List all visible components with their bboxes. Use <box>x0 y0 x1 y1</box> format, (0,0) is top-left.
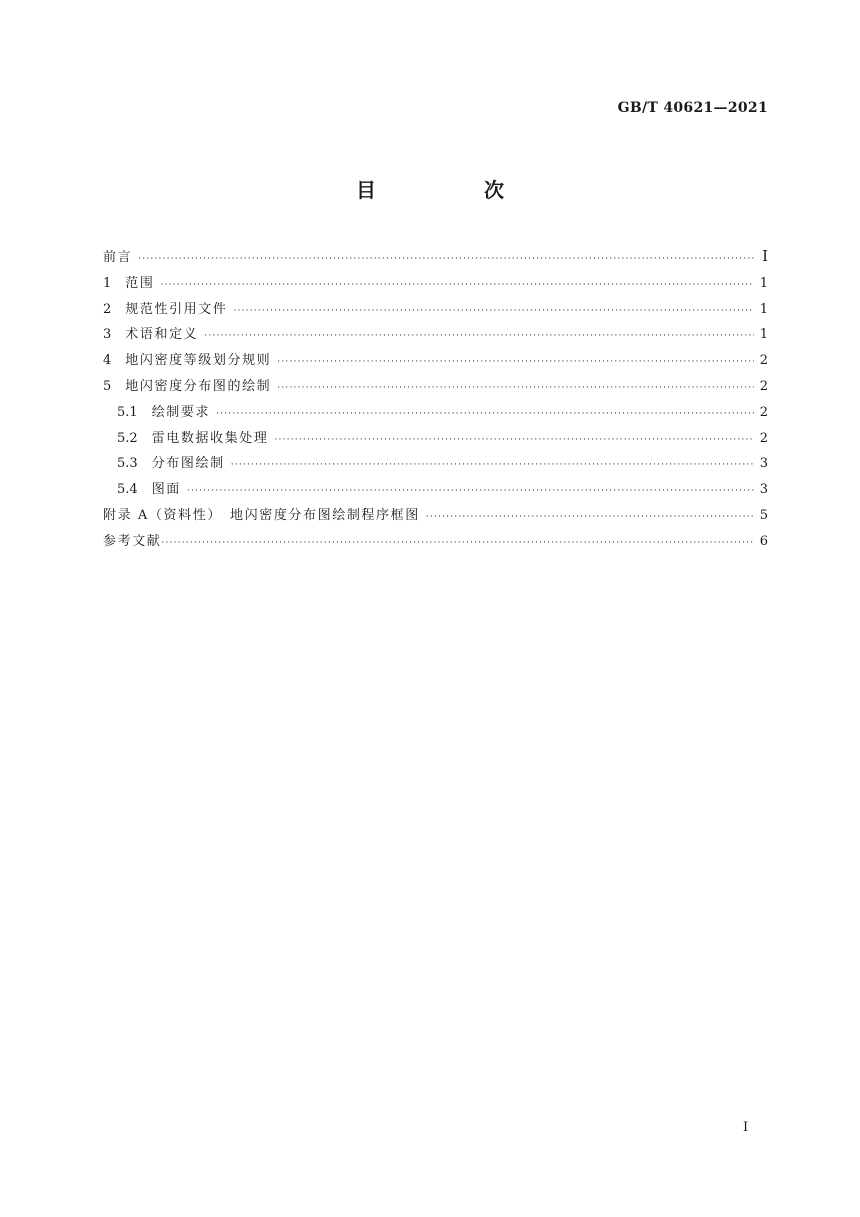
toc-entry-page: 6 <box>759 533 768 549</box>
toc-entry-number: 5.3 <box>117 456 138 472</box>
page-number: Ⅰ <box>743 1120 749 1135</box>
toc-leader-dots <box>187 486 754 496</box>
toc-entry-page: 3 <box>759 456 768 472</box>
toc-entry-text: 图面 <box>151 482 181 498</box>
toc-entry-number: 5.4 <box>117 482 138 498</box>
toc-entry-5-2[interactable] <box>103 427 768 453</box>
toc-entry-page: 3 <box>759 482 768 498</box>
toc-entry-text: 雷电数据收集处理 <box>151 430 269 446</box>
toc-leader-dots <box>160 280 753 290</box>
table-of-contents <box>103 246 768 556</box>
toc-entry-text: 地闪密度等级划分规则 <box>125 353 272 369</box>
toc-leader-dots <box>216 409 754 419</box>
toc-entry-5-1[interactable] <box>103 401 768 427</box>
toc-entry-references[interactable] <box>103 530 768 556</box>
toc-entry-text: 范围 <box>125 275 155 291</box>
toc-entry-foreword[interactable] <box>103 246 768 272</box>
toc-entry-text: 规范性引用文件 <box>125 301 228 317</box>
toc-entry-page: 2 <box>759 353 768 369</box>
toc-entry-number: 5 <box>103 378 112 394</box>
toc-leader-dots <box>275 435 754 445</box>
toc-entry-text: 分布图绘制 <box>151 456 225 472</box>
toc-title: 目 次 <box>356 178 548 202</box>
toc-entry-page: 2 <box>759 404 768 420</box>
toc-entry-5-3[interactable] <box>103 452 768 478</box>
toc-entry-text: 地闪密度分布图的绘制 <box>125 378 272 394</box>
toc-entry-number: 3 <box>103 327 112 343</box>
toc-leader-dots <box>426 512 754 522</box>
toc-entry-page: 1 <box>759 327 768 343</box>
toc-entry-appendix-a[interactable] <box>103 504 768 530</box>
toc-entry-page: Ⅰ <box>762 247 768 265</box>
toc-entry-text: 绘制要求 <box>151 404 211 420</box>
toc-leader-dots <box>161 538 753 548</box>
toc-entry-number: 1 <box>103 275 112 291</box>
toc-entry-1[interactable] <box>103 272 768 298</box>
toc-leader-dots <box>277 357 753 367</box>
toc-entry-text: 参考文献 <box>103 533 162 549</box>
toc-leader-dots <box>231 460 754 470</box>
toc-entry-page: 1 <box>759 275 768 291</box>
toc-leader-dots <box>277 383 753 393</box>
toc-entry-number: 5.1 <box>117 404 138 420</box>
toc-entry-page: 2 <box>759 430 768 446</box>
toc-entry-number: 4 <box>103 353 112 369</box>
toc-entry-text: 附录 A（资料性） 地闪密度分布图绘制程序框图 <box>103 507 420 523</box>
toc-entry-text: 术语和定义 <box>125 327 199 343</box>
toc-entry-number: 2 <box>103 301 112 317</box>
toc-entry-5-4[interactable] <box>103 478 768 504</box>
toc-entry-page: 1 <box>759 301 768 317</box>
toc-entry-5[interactable] <box>103 375 768 401</box>
toc-entry-page: 5 <box>759 507 768 523</box>
toc-leader-dots <box>233 306 753 316</box>
toc-entry-3[interactable] <box>103 323 768 349</box>
toc-entry-4[interactable] <box>103 349 768 375</box>
toc-leader-dots <box>138 254 754 264</box>
standard-number: GB/T 40621—2021 <box>617 100 768 116</box>
toc-entry-page: 2 <box>759 378 768 394</box>
toc-leader-dots <box>204 331 753 341</box>
toc-entry-number: 5.2 <box>117 430 138 446</box>
toc-entry-2[interactable] <box>103 298 768 324</box>
toc-entry-text: 前言 <box>103 250 133 265</box>
